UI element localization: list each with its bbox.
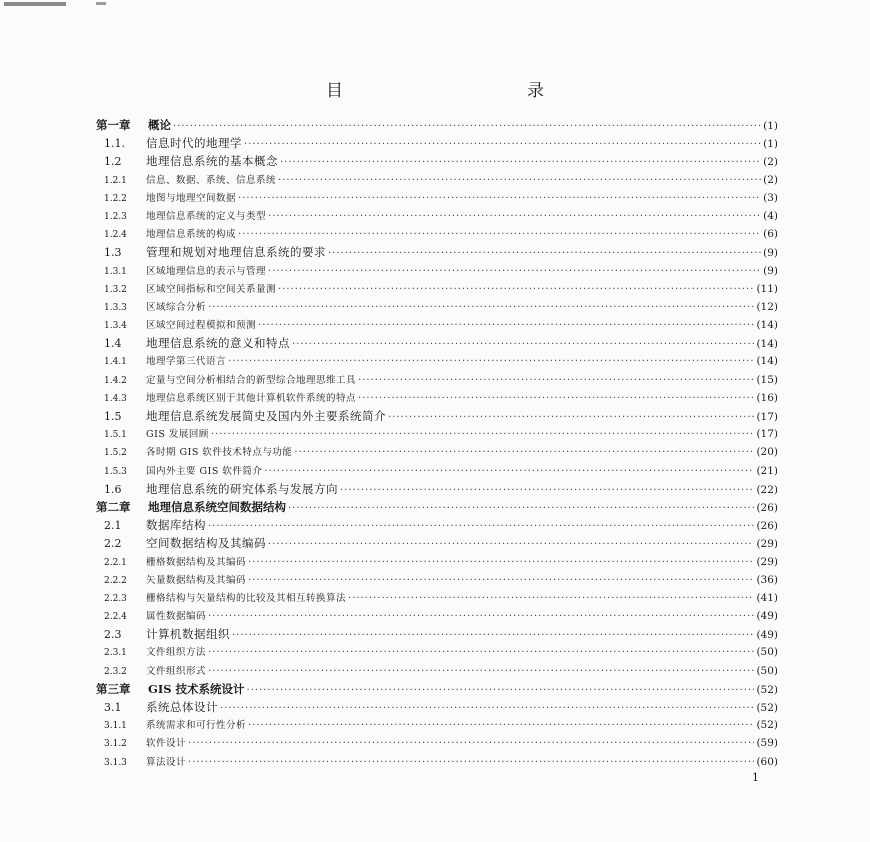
toc-entry-title: 栅格结构与矢量结构的比较及其相互转换算法 xyxy=(146,592,347,604)
toc-entry-sub xyxy=(96,280,778,298)
toc-entry-number: 第三章 xyxy=(96,681,131,696)
toc-entry-number: 1.2.1 xyxy=(104,175,127,186)
dot-leader xyxy=(244,136,761,154)
toc-entry-page: (52) xyxy=(756,719,778,732)
dot-leader xyxy=(238,226,761,244)
toc-entry-page: (21) xyxy=(756,464,778,477)
toc-entry-number: 3.1.3 xyxy=(104,757,127,768)
toc-entry-page: (52) xyxy=(756,683,778,696)
toc-entry-page: (14) xyxy=(756,319,778,332)
dot-leader xyxy=(258,317,754,335)
toc-entry-section xyxy=(96,480,778,498)
toc-entry-title: 地理信息系统空间数据结构 xyxy=(148,499,286,514)
toc-entry-number: 2.3.2 xyxy=(104,666,127,677)
toc-entry-page: (20) xyxy=(756,446,778,459)
toc-entry-number: 3.1.1 xyxy=(104,721,127,732)
toc-entry-sub xyxy=(96,352,778,370)
toc-entry-number: 3.1 xyxy=(104,701,122,714)
toc-entry-page: (50) xyxy=(756,646,778,659)
dot-leader xyxy=(340,482,754,500)
toc-entry-page: (9) xyxy=(763,264,778,277)
toc-entry-number: 1.2.2 xyxy=(104,193,127,204)
toc-entry-number: 1.3.3 xyxy=(104,302,127,313)
dot-leader xyxy=(288,500,754,518)
toc-entry-section xyxy=(96,516,778,534)
dot-leader xyxy=(208,299,754,317)
toc-entry-title: 地理学第三代语言 xyxy=(146,356,227,368)
toc-entry-title: 计算机数据组织 xyxy=(146,627,230,642)
dot-leader xyxy=(188,754,754,772)
dot-leader xyxy=(208,608,754,626)
toc-entry-title: 信息、数据、系统、信息系统 xyxy=(146,174,277,186)
toc-entry-sub xyxy=(96,298,778,316)
toc-entry-page: (17) xyxy=(756,428,778,441)
toc-entry-chapter xyxy=(96,680,778,698)
toc-entry-number: 2.2.4 xyxy=(104,612,127,623)
toc-entry-number: 1.3.4 xyxy=(104,321,127,332)
dot-leader xyxy=(211,426,755,444)
toc-entry-number: 1.2 xyxy=(104,155,122,169)
toc-entry-page: (1) xyxy=(763,138,778,151)
toc-entry-number: 1.5.2 xyxy=(104,448,127,459)
scan-mark-dot xyxy=(96,2,106,5)
toc-entry-number: 1.3.1 xyxy=(104,266,127,277)
toc-entry-page: (1) xyxy=(763,120,778,132)
toc-entry-title: 地理信息系统发展简史及国内外主要系统简介 xyxy=(146,409,386,423)
toc-entry-title: 各时期 GIS 软件技术特点与功能 xyxy=(146,447,293,459)
toc-entry-page: (14) xyxy=(756,338,778,351)
toc-entry-title: 矢量数据结构及其编码 xyxy=(146,574,247,586)
dot-leader xyxy=(348,590,754,608)
toc-entry-sub xyxy=(96,171,778,189)
toc-entry-title: 数据库结构 xyxy=(146,518,206,533)
toc-entry-number: 1.2.4 xyxy=(104,230,127,241)
toc-entry-page: (15) xyxy=(756,373,778,386)
toc-entry-number: 第一章 xyxy=(96,118,131,132)
toc-entry-chapter xyxy=(96,498,778,516)
dot-leader xyxy=(328,245,761,263)
dot-leader xyxy=(208,518,754,536)
toc-entry-number: 1.5.1 xyxy=(104,430,127,441)
toc-entry-sub xyxy=(96,425,778,443)
toc-entry-number: 1.4.1 xyxy=(104,357,127,368)
toc-entry-title: 区域空间过程模拟和预测 xyxy=(146,320,257,332)
toc-entry-section xyxy=(96,152,778,170)
dot-leader xyxy=(220,700,754,718)
toc-entry-title: 区域综合分析 xyxy=(146,301,207,313)
toc-entry-page: (41) xyxy=(756,591,778,604)
toc-entry-title: 国内外主要 GIS 软件简介 xyxy=(146,465,263,477)
toc-entry-sub xyxy=(96,571,778,589)
dot-leader xyxy=(358,390,754,408)
toc-entry-title: 空间数据结构及其编码 xyxy=(146,536,266,551)
toc-entry-title: 文件组织形式 xyxy=(146,665,207,677)
toc-entry-sub xyxy=(96,662,778,680)
page-number: 1 xyxy=(752,771,759,784)
toc-entry-page: (9) xyxy=(763,247,778,260)
toc-entry-title: GIS 发展回顾 xyxy=(146,429,209,441)
toc-entry-page: (12) xyxy=(756,300,778,313)
dot-leader xyxy=(294,444,754,462)
toc-entry-page: (26) xyxy=(756,520,778,533)
toc-entry-page: (4) xyxy=(763,209,778,222)
toc-entry-title: 地理信息系统的意义和特点 xyxy=(146,336,290,351)
toc-entry-sub xyxy=(96,443,778,461)
toc-entry-page: (60) xyxy=(756,755,778,768)
page-title: 目 录 xyxy=(326,81,594,101)
toc-entry-number: 3.1.2 xyxy=(104,739,127,750)
toc-entry-page: (29) xyxy=(756,538,778,551)
toc-entry-title: 文件组织方法 xyxy=(146,647,207,659)
toc-entry-page: (49) xyxy=(756,610,778,623)
toc-entry-page: (11) xyxy=(756,282,778,295)
toc-entry-number: 1.4.3 xyxy=(104,393,127,404)
toc-entry-page: (49) xyxy=(756,629,778,642)
scan-artifact xyxy=(4,2,114,8)
toc-entry-sub xyxy=(96,753,778,771)
toc-entry-page: (6) xyxy=(763,228,778,241)
toc-entry-sub xyxy=(96,734,778,752)
toc-entry-section xyxy=(96,334,778,352)
toc-entry-title: 地理信息系统的构成 xyxy=(146,229,237,241)
table-of-contents xyxy=(96,116,778,771)
toc-entry-number: 2.2.1 xyxy=(104,557,127,568)
dot-leader xyxy=(188,735,754,753)
dot-leader xyxy=(232,627,754,645)
toc-entry-number: 1.3.2 xyxy=(104,284,127,295)
toc-entry-number: 1.3 xyxy=(104,246,122,260)
toc-entry-sub xyxy=(96,262,778,280)
toc-entry-title: 地理信息系统的研究体系与发展方向 xyxy=(146,481,338,496)
toc-entry-sub xyxy=(96,553,778,571)
toc-entry-number: 2.2 xyxy=(104,537,122,551)
toc-entry-sub xyxy=(96,225,778,243)
dot-leader xyxy=(248,717,754,735)
toc-entry-number: 第二章 xyxy=(96,499,131,514)
toc-entry-title: 系统总体设计 xyxy=(146,700,218,714)
toc-entry-page: (22) xyxy=(756,483,778,496)
toc-entry-number: 2.3 xyxy=(104,628,122,642)
toc-entry-title: 区域地理信息的表示与管理 xyxy=(146,265,267,277)
toc-entry-section xyxy=(96,407,778,425)
toc-entry-sub xyxy=(96,716,778,734)
dot-leader xyxy=(280,154,761,172)
toc-entry-section xyxy=(96,698,778,716)
toc-entry-page: (16) xyxy=(756,391,778,404)
toc-entry-title: 地理信息系统的定义与类型 xyxy=(146,210,267,222)
toc-entry-number: 1.2.3 xyxy=(104,211,127,222)
dot-leader xyxy=(358,372,754,390)
toc-entry-title: 栅格数据结构及其编码 xyxy=(146,556,247,568)
dot-leader xyxy=(173,118,761,136)
toc-entry-page: (29) xyxy=(756,555,778,568)
toc-entry-page: (2) xyxy=(763,156,778,169)
toc-entry-title: 地理信息系统区别于其他计算机软件系统的特点 xyxy=(146,392,357,404)
dot-leader xyxy=(268,263,761,281)
toc-entry-page: (3) xyxy=(763,191,778,204)
dot-leader xyxy=(278,281,754,299)
toc-entry-number: 1.4.2 xyxy=(104,375,127,386)
toc-entry-number: 1.4 xyxy=(104,337,122,351)
toc-entry-sub xyxy=(96,389,778,407)
toc-entry-title: 地理信息系统的基本概念 xyxy=(146,154,278,169)
toc-entry-page: (59) xyxy=(756,737,778,750)
toc-entry-section xyxy=(96,625,778,643)
toc-entry-section xyxy=(96,134,778,152)
toc-entry-sub xyxy=(96,607,778,625)
toc-entry-section xyxy=(96,243,778,261)
toc-entry-number: 2.2.2 xyxy=(104,575,127,586)
toc-entry-page: (36) xyxy=(756,573,778,586)
toc-entry-section xyxy=(96,534,778,552)
toc-entry-title: 系统需求和可行性分析 xyxy=(146,720,247,732)
toc-entry-title: 区域空间指标和空间关系量测 xyxy=(146,283,277,295)
toc-entry-title: 算法设计 xyxy=(146,756,187,768)
dot-leader xyxy=(388,409,754,427)
toc-entry-sub xyxy=(96,371,778,389)
toc-entry-page: (52) xyxy=(756,702,778,714)
toc-entry-page: (50) xyxy=(756,664,778,677)
toc-entry-title: 信息时代的地理学 xyxy=(146,136,242,151)
dot-leader xyxy=(247,682,755,700)
toc-entry-title: GIS 技术系统设计 xyxy=(148,681,245,696)
toc-entry-title: 地图与地理空间数据 xyxy=(146,192,237,204)
dot-leader xyxy=(208,644,754,662)
toc-entry-number: 1.6 xyxy=(104,482,122,496)
toc-entry-title: 属性数据编码 xyxy=(146,611,207,623)
toc-entry-page: (2) xyxy=(763,173,778,186)
dot-leader xyxy=(268,208,761,226)
toc-entry-sub xyxy=(96,207,778,225)
toc-entry-number: 2.3.1 xyxy=(104,648,127,659)
toc-entry-page: (26) xyxy=(756,501,778,514)
toc-entry-chapter xyxy=(96,116,778,134)
toc-entry-number: 1.5 xyxy=(104,410,122,423)
toc-entry-title: 定量与空间分析相结合的新型综合地理思维工具 xyxy=(146,374,357,386)
toc-entry-sub xyxy=(96,462,778,480)
dot-leader xyxy=(292,336,754,354)
dot-leader xyxy=(228,353,754,371)
toc-entry-sub xyxy=(96,316,778,334)
toc-entry-sub xyxy=(96,189,778,207)
dot-leader xyxy=(248,554,754,572)
toc-entry-number: 2.2.3 xyxy=(104,593,127,604)
toc-entry-page: (17) xyxy=(756,411,778,423)
dot-leader xyxy=(278,172,761,190)
toc-entry-sub xyxy=(96,643,778,661)
toc-entry-title: 管理和规划对地理信息系统的要求 xyxy=(146,245,326,260)
dot-leader xyxy=(248,572,754,590)
scan-mark-bar xyxy=(4,2,66,6)
toc-entry-page: (14) xyxy=(756,355,778,368)
toc-entry-sub xyxy=(96,589,778,607)
dot-leader xyxy=(268,536,754,554)
toc-entry-title: 概论 xyxy=(148,118,171,132)
dot-leader xyxy=(264,463,754,481)
dot-leader xyxy=(238,190,761,208)
toc-entry-number: 1.1. xyxy=(104,137,125,151)
dot-leader xyxy=(208,663,754,681)
toc-entry-number: 1.5.3 xyxy=(104,466,127,477)
toc-entry-number: 2.1 xyxy=(104,519,122,533)
toc-entry-title: 软件设计 xyxy=(146,738,187,750)
